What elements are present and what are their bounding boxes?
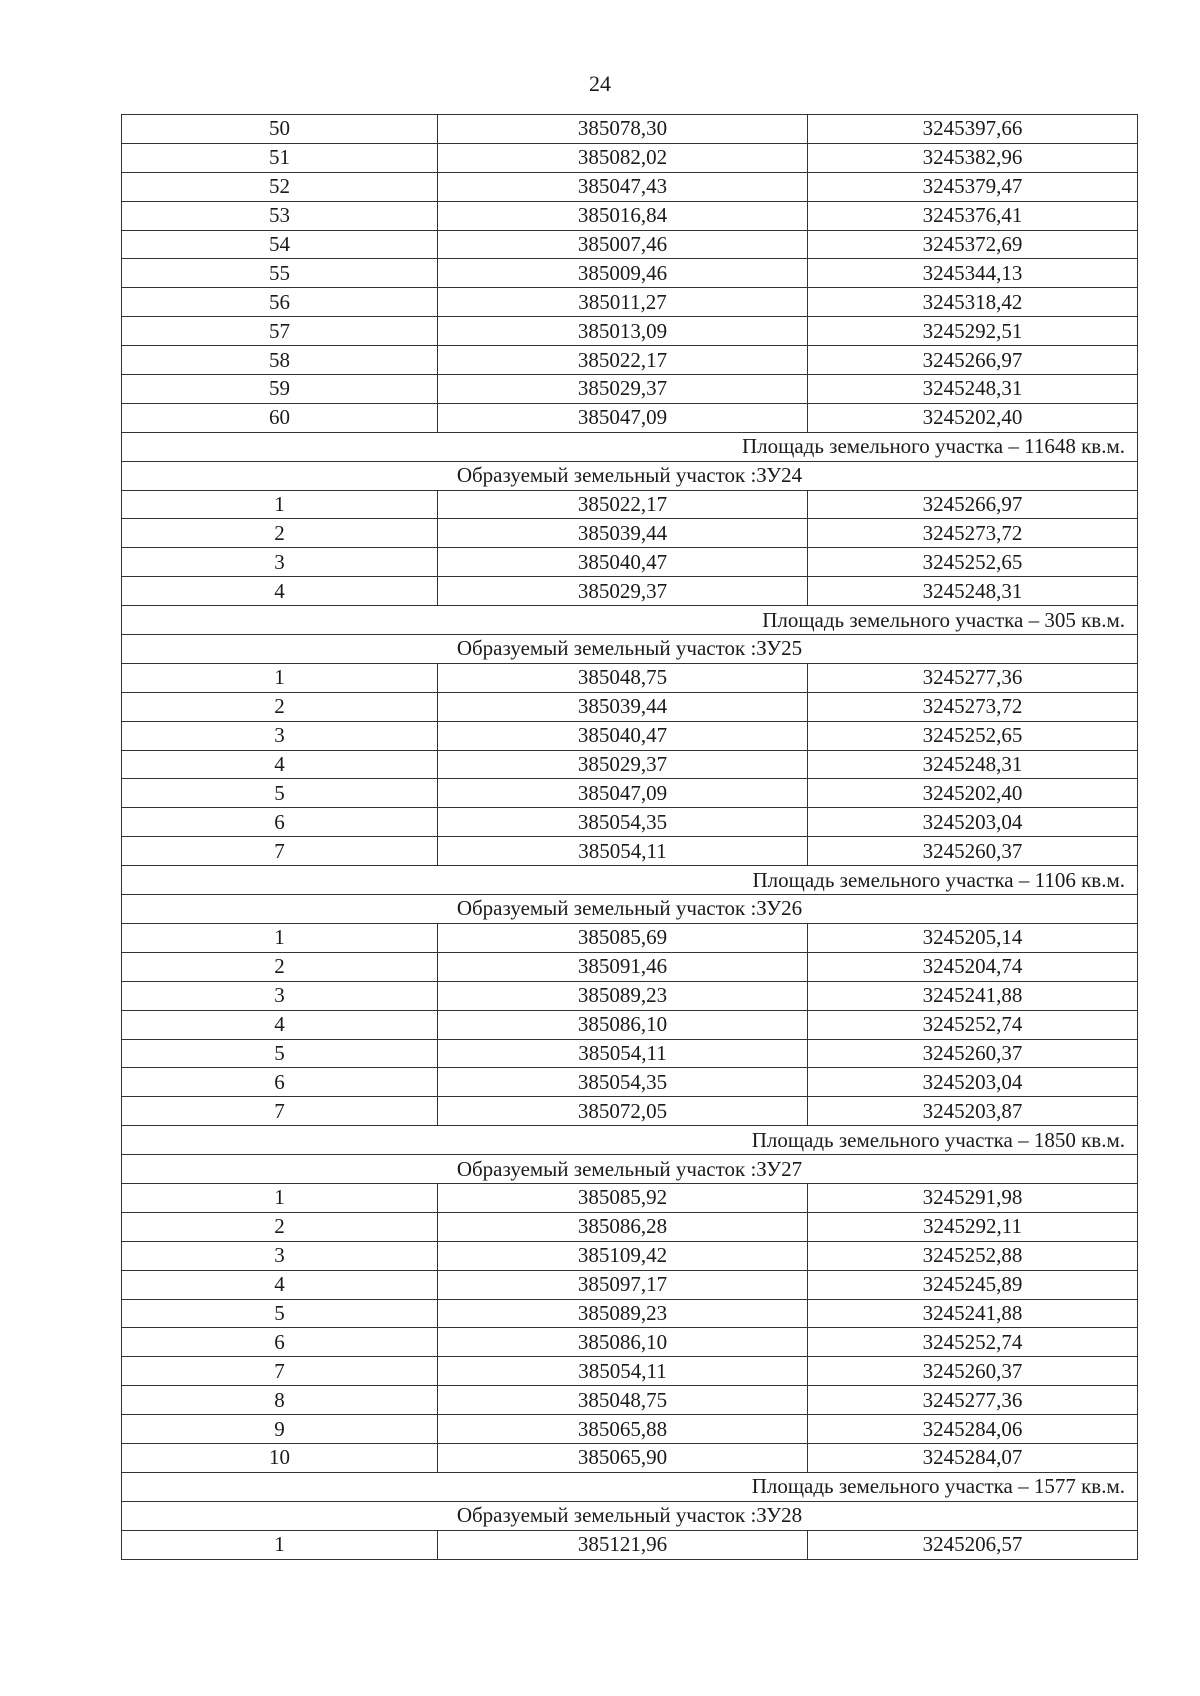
parcel-title: Образуемый земельный участок :ЗУ28: [122, 1501, 1138, 1530]
x-coordinate-cell: 385109,42: [438, 1241, 808, 1270]
x-coordinate-cell: 385082,02: [438, 143, 808, 172]
y-coordinate-cell: 3245318,42: [808, 288, 1138, 317]
point-number-cell: 5: [122, 779, 438, 808]
y-coordinate-cell: 3245291,98: [808, 1183, 1138, 1212]
y-coordinate-cell: 3245248,31: [808, 375, 1138, 404]
y-coordinate-cell: 3245206,57: [808, 1530, 1138, 1559]
y-coordinate-cell: 3245248,31: [808, 750, 1138, 779]
table-row: [122, 692, 1138, 721]
x-coordinate-cell: 385091,46: [438, 952, 808, 981]
table-row: [122, 490, 1138, 519]
point-number-cell: 7: [122, 1097, 438, 1126]
x-coordinate-cell: 385040,47: [438, 721, 808, 750]
table-row: [122, 317, 1138, 346]
x-coordinate-cell: 385047,09: [438, 403, 808, 432]
parcel-area-text: Площадь земельного участка – 1850 кв.м.: [122, 1126, 1138, 1155]
point-number-cell: 4: [122, 1010, 438, 1039]
table-row: [122, 1328, 1138, 1357]
x-coordinate-cell: 385016,84: [438, 201, 808, 230]
y-coordinate-cell: 3245292,51: [808, 317, 1138, 346]
x-coordinate-cell: 385011,27: [438, 288, 808, 317]
point-number-cell: 6: [122, 808, 438, 837]
x-coordinate-cell: 385029,37: [438, 375, 808, 404]
point-number-cell: 3: [122, 548, 438, 577]
x-coordinate-cell: 385078,30: [438, 115, 808, 144]
point-number-cell: 10: [122, 1443, 438, 1472]
table-row: [122, 721, 1138, 750]
x-coordinate-cell: 385054,35: [438, 1068, 808, 1097]
y-coordinate-cell: 3245252,65: [808, 548, 1138, 577]
x-coordinate-cell: 385047,09: [438, 779, 808, 808]
parcel-area-text: Площадь земельного участка – 1577 кв.м.: [122, 1472, 1138, 1501]
y-coordinate-cell: 3245203,04: [808, 1068, 1138, 1097]
point-number-cell: 50: [122, 115, 438, 144]
coordinates-table-body: [122, 115, 1138, 1560]
y-coordinate-cell: 3245202,40: [808, 779, 1138, 808]
page-number: 24: [589, 71, 611, 96]
x-coordinate-cell: 385121,96: [438, 1530, 808, 1559]
table-row: [122, 115, 1138, 144]
parcel-title: Образуемый земельный участок :ЗУ24: [122, 461, 1138, 490]
table-row: [122, 1415, 1138, 1444]
x-coordinate-cell: 385022,17: [438, 490, 808, 519]
area-row: [122, 432, 1138, 461]
point-number-cell: 3: [122, 1241, 438, 1270]
y-coordinate-cell: 3245260,37: [808, 1039, 1138, 1068]
y-coordinate-cell: 3245372,69: [808, 230, 1138, 259]
parcel-header-row: [122, 635, 1138, 664]
point-number-cell: 4: [122, 750, 438, 779]
y-coordinate-cell: 3245284,06: [808, 1415, 1138, 1444]
point-number-cell: 3: [122, 981, 438, 1010]
x-coordinate-cell: 385040,47: [438, 548, 808, 577]
y-coordinate-cell: 3245204,74: [808, 952, 1138, 981]
point-number-cell: 5: [122, 1299, 438, 1328]
table-row: [122, 143, 1138, 172]
point-number-cell: 2: [122, 1212, 438, 1241]
area-row: [122, 866, 1138, 895]
x-coordinate-cell: 385086,10: [438, 1010, 808, 1039]
table-row: [122, 1386, 1138, 1415]
x-coordinate-cell: 385048,75: [438, 1386, 808, 1415]
table-row: [122, 1270, 1138, 1299]
y-coordinate-cell: 3245397,66: [808, 115, 1138, 144]
parcel-area-text: Площадь земельного участка – 305 кв.м.: [122, 606, 1138, 635]
y-coordinate-cell: 3245245,89: [808, 1270, 1138, 1299]
table-row: [122, 1241, 1138, 1270]
x-coordinate-cell: 385089,23: [438, 1299, 808, 1328]
table-row: [122, 923, 1138, 952]
x-coordinate-cell: 385048,75: [438, 663, 808, 692]
area-row: [122, 1126, 1138, 1155]
parcel-title: Образуемый земельный участок :ЗУ25: [122, 635, 1138, 664]
coordinates-table: [121, 114, 1138, 1560]
y-coordinate-cell: 3245241,88: [808, 1299, 1138, 1328]
point-number-cell: 2: [122, 519, 438, 548]
table-row: [122, 1039, 1138, 1068]
table-row: [122, 1299, 1138, 1328]
x-coordinate-cell: 385072,05: [438, 1097, 808, 1126]
y-coordinate-cell: 3245277,36: [808, 1386, 1138, 1415]
table-row: [122, 1530, 1138, 1559]
table-row: [122, 1068, 1138, 1097]
x-coordinate-cell: 385054,35: [438, 808, 808, 837]
point-number-cell: 56: [122, 288, 438, 317]
x-coordinate-cell: 385007,46: [438, 230, 808, 259]
x-coordinate-cell: 385086,28: [438, 1212, 808, 1241]
x-coordinate-cell: 385054,11: [438, 1357, 808, 1386]
x-coordinate-cell: 385086,10: [438, 1328, 808, 1357]
point-number-cell: 1: [122, 490, 438, 519]
y-coordinate-cell: 3245344,13: [808, 259, 1138, 288]
y-coordinate-cell: 3245241,88: [808, 981, 1138, 1010]
table-row: [122, 779, 1138, 808]
y-coordinate-cell: 3245252,74: [808, 1010, 1138, 1039]
parcel-header-row: [122, 461, 1138, 490]
y-coordinate-cell: 3245266,97: [808, 490, 1138, 519]
y-coordinate-cell: 3245203,04: [808, 808, 1138, 837]
y-coordinate-cell: 3245273,72: [808, 519, 1138, 548]
y-coordinate-cell: 3245202,40: [808, 403, 1138, 432]
table-row: [122, 808, 1138, 837]
y-coordinate-cell: 3245260,37: [808, 837, 1138, 866]
table-row: [122, 577, 1138, 606]
table-row: [122, 1357, 1138, 1386]
area-row: [122, 1472, 1138, 1501]
table-row: [122, 1010, 1138, 1039]
y-coordinate-cell: 3245273,72: [808, 692, 1138, 721]
x-coordinate-cell: 385047,43: [438, 172, 808, 201]
y-coordinate-cell: 3245252,74: [808, 1328, 1138, 1357]
point-number-cell: 3: [122, 721, 438, 750]
x-coordinate-cell: 385054,11: [438, 837, 808, 866]
point-number-cell: 53: [122, 201, 438, 230]
y-coordinate-cell: 3245382,96: [808, 143, 1138, 172]
x-coordinate-cell: 385097,17: [438, 1270, 808, 1299]
y-coordinate-cell: 3245205,14: [808, 923, 1138, 952]
y-coordinate-cell: 3245379,47: [808, 172, 1138, 201]
point-number-cell: 59: [122, 375, 438, 404]
point-number-cell: 58: [122, 346, 438, 375]
point-number-cell: 7: [122, 837, 438, 866]
table-row: [122, 1443, 1138, 1472]
table-row: [122, 1183, 1138, 1212]
table-row: [122, 346, 1138, 375]
x-coordinate-cell: 385085,92: [438, 1183, 808, 1212]
table-row: [122, 230, 1138, 259]
point-number-cell: 60: [122, 403, 438, 432]
parcel-title: Образуемый земельный участок :ЗУ27: [122, 1155, 1138, 1184]
y-coordinate-cell: 3245203,87: [808, 1097, 1138, 1126]
point-number-cell: 1: [122, 923, 438, 952]
x-coordinate-cell: 385085,69: [438, 923, 808, 952]
point-number-cell: 52: [122, 172, 438, 201]
x-coordinate-cell: 385065,90: [438, 1443, 808, 1472]
parcel-header-row: [122, 1155, 1138, 1184]
x-coordinate-cell: 385013,09: [438, 317, 808, 346]
table-row: [122, 548, 1138, 577]
point-number-cell: 4: [122, 1270, 438, 1299]
point-number-cell: 7: [122, 1357, 438, 1386]
table-row: [122, 519, 1138, 548]
point-number-cell: 55: [122, 259, 438, 288]
table-row: [122, 663, 1138, 692]
point-number-cell: 1: [122, 663, 438, 692]
y-coordinate-cell: 3245277,36: [808, 663, 1138, 692]
point-number-cell: 9: [122, 1415, 438, 1444]
point-number-cell: 2: [122, 952, 438, 981]
table-row: [122, 981, 1138, 1010]
point-number-cell: 54: [122, 230, 438, 259]
x-coordinate-cell: 385054,11: [438, 1039, 808, 1068]
y-coordinate-cell: 3245266,97: [808, 346, 1138, 375]
parcel-header-row: [122, 895, 1138, 924]
point-number-cell: 1: [122, 1530, 438, 1559]
y-coordinate-cell: 3245284,07: [808, 1443, 1138, 1472]
point-number-cell: 51: [122, 143, 438, 172]
table-row: [122, 750, 1138, 779]
x-coordinate-cell: 385029,37: [438, 750, 808, 779]
x-coordinate-cell: 385089,23: [438, 981, 808, 1010]
y-coordinate-cell: 3245292,11: [808, 1212, 1138, 1241]
x-coordinate-cell: 385039,44: [438, 692, 808, 721]
parcel-area-text: Площадь земельного участка – 1106 кв.м.: [122, 866, 1138, 895]
parcel-area-text: Площадь земельного участка – 11648 кв.м.: [122, 432, 1138, 461]
point-number-cell: 4: [122, 577, 438, 606]
point-number-cell: 6: [122, 1068, 438, 1097]
point-number-cell: 57: [122, 317, 438, 346]
point-number-cell: 6: [122, 1328, 438, 1357]
y-coordinate-cell: 3245252,88: [808, 1241, 1138, 1270]
y-coordinate-cell: 3245376,41: [808, 201, 1138, 230]
x-coordinate-cell: 385029,37: [438, 577, 808, 606]
table-row: [122, 1097, 1138, 1126]
y-coordinate-cell: 3245248,31: [808, 577, 1138, 606]
x-coordinate-cell: 385065,88: [438, 1415, 808, 1444]
area-row: [122, 606, 1138, 635]
point-number-cell: 1: [122, 1183, 438, 1212]
point-number-cell: 5: [122, 1039, 438, 1068]
table-row: [122, 259, 1138, 288]
point-number-cell: 8: [122, 1386, 438, 1415]
y-coordinate-cell: 3245252,65: [808, 721, 1138, 750]
x-coordinate-cell: 385039,44: [438, 519, 808, 548]
table-row: [122, 1212, 1138, 1241]
point-number-cell: 2: [122, 692, 438, 721]
table-row: [122, 837, 1138, 866]
table-row: [122, 172, 1138, 201]
x-coordinate-cell: 385009,46: [438, 259, 808, 288]
table-row: [122, 375, 1138, 404]
y-coordinate-cell: 3245260,37: [808, 1357, 1138, 1386]
table-row: [122, 201, 1138, 230]
table-row: [122, 952, 1138, 981]
table-row: [122, 288, 1138, 317]
table-row: [122, 403, 1138, 432]
parcel-header-row: [122, 1501, 1138, 1530]
parcel-title: Образуемый земельный участок :ЗУ26: [122, 895, 1138, 924]
x-coordinate-cell: 385022,17: [438, 346, 808, 375]
